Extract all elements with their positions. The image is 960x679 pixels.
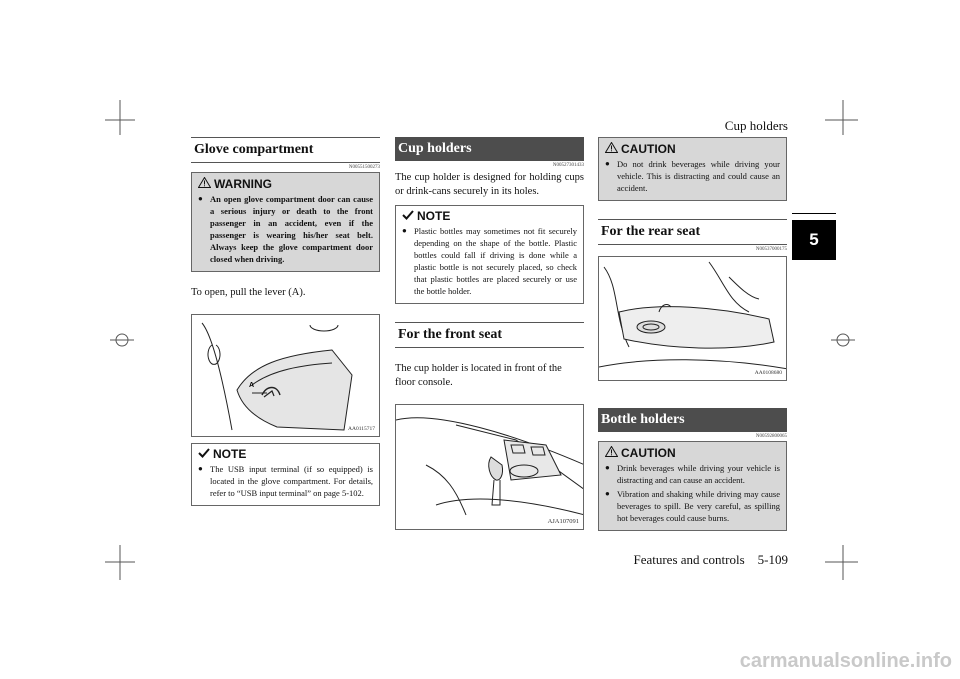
bullet-icon: ● [402, 226, 407, 235]
bullet-icon: ● [605, 159, 610, 168]
caution-header [605, 446, 780, 459]
note-item [198, 463, 373, 499]
caution-text: Vibration and shaking while driving may cause beverages to spill. Be very careful, as spilling hot beverages could cause burns. [617, 489, 780, 523]
note-text: Plastic bottles may sometimes not fit securely depending on the shape of the bottle. Plastic bottles could fall if driving is done while a plastic bottle is not securely placed, so check that plastic bottles are placed securely or use the bottle holder. [414, 226, 577, 296]
caution-header [605, 142, 780, 155]
warning-header [198, 177, 373, 190]
column-2 [395, 137, 584, 530]
note-label: NOTE [417, 209, 451, 223]
warning-triangle-icon [198, 177, 211, 190]
figure-code: AA0115717 [348, 426, 375, 432]
note-box [191, 443, 380, 506]
watermark: carmanualsonline.info [739, 650, 952, 672]
section-id: N00551500273 [348, 165, 380, 170]
note-header [198, 448, 373, 460]
figure-code: AJA107091 [547, 518, 579, 525]
caution-text: Drink beverages while driving your vehicle is distracting and can cause an accident. [617, 463, 780, 485]
warning-label: WARNING [214, 176, 272, 191]
bullet-icon: ● [605, 489, 610, 498]
warning-item [198, 193, 373, 265]
section-id: N00592800065 [755, 434, 787, 439]
column-3 [598, 137, 787, 531]
caution-label: CAUTION [621, 141, 676, 156]
warning-triangle-icon [605, 142, 618, 155]
section-title-bottle-holders: Bottle holders [598, 408, 787, 432]
section-id: N00537000175 [755, 247, 787, 252]
caution-label: CAUTION [621, 445, 676, 460]
bullet-icon: ● [198, 194, 203, 203]
front-cup-holder-figure [395, 404, 584, 530]
column-1 [191, 137, 380, 506]
check-note-icon [198, 448, 210, 460]
intro-text: The cup holder is designed for holding cups or drink-cans securely in its holes. [395, 172, 584, 197]
section-id: N00527301433 [552, 163, 584, 168]
instruction-text: To open, pull the lever (A). [191, 287, 306, 298]
figure-code: AA0108680 [754, 370, 782, 376]
note-text: The USB input terminal (if so equipped) is located in the glove compartment. For details, refer to “USB input terminal” on page 5-102. [210, 464, 373, 498]
caution-item [605, 158, 780, 194]
bullet-icon: ● [198, 464, 203, 473]
running-header: Cup holders [724, 118, 788, 133]
caution-text: Do not drink beverages while driving your vehicle. This is distracting and could cause an accident. [617, 159, 780, 193]
warning-box [191, 172, 380, 272]
tab-rule [792, 213, 836, 214]
caution-box [598, 441, 787, 531]
check-note-icon [402, 210, 414, 222]
glove-compartment-illustration [192, 315, 380, 436]
caution-item [605, 462, 780, 486]
caution-box [598, 137, 787, 201]
callout-a: A [249, 382, 255, 389]
note-item [402, 225, 577, 297]
section-title-cup-holders: Cup holders [395, 137, 584, 161]
warning-triangle-icon [605, 446, 618, 459]
rear-cup-holder-figure [598, 256, 787, 381]
bullet-icon: ● [605, 463, 610, 472]
caution-item [605, 488, 780, 524]
note-header [402, 210, 577, 222]
warning-text: An open glove compartment door can cause a serious injury or death to the front passenger in an accident, even if the passenger is wearing his/her seat belt. Always keep the glove compartment door closed when driving. [210, 194, 373, 264]
section-title-rear-seat: For the rear seat [598, 219, 787, 245]
front-cup-holder-illustration [396, 405, 584, 529]
note-box [395, 205, 584, 304]
chapter-tab: 5 [792, 220, 836, 260]
glove-compartment-figure [191, 314, 380, 437]
rear-cup-holder-illustration [599, 257, 787, 380]
section-title-front-seat: For the front seat [395, 322, 584, 348]
page-footer: Features and controls 5-109 [633, 552, 788, 567]
note-label: NOTE [213, 447, 247, 461]
front-seat-text: The cup holder is located in front of the floor console. [395, 363, 562, 388]
section-title-glove-compartment: Glove compartment [191, 137, 380, 163]
